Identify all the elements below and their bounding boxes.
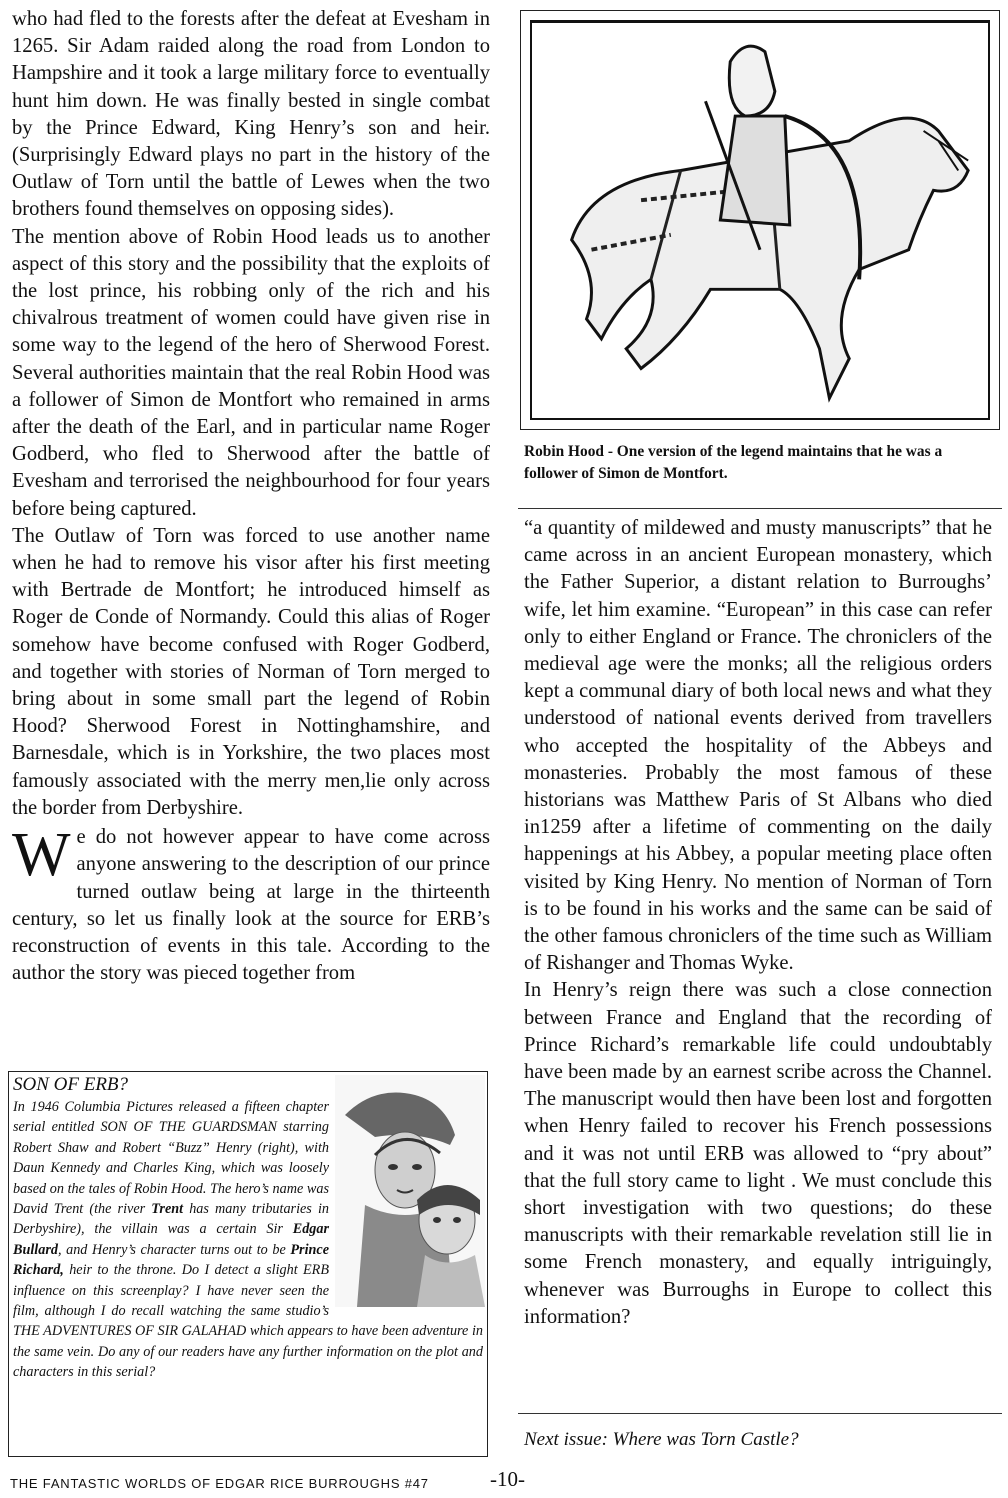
text-run-bold: Edgar Bullard: [13, 1221, 329, 1258]
film-still-photo: [335, 1075, 485, 1307]
divider: [518, 508, 1002, 509]
text-run: In 1946 Columbia Pictures released a fifteen chapter serial entitled SON OF THE GUARDSMAN starring Robert Shaw and Robert “Buzz” Henry (right), with Daun Kennedy and Charles King, which was loosely based on the tales of Robin Hood. The hero’s name was David Trent (the river: [13, 1099, 329, 1218]
sidebar-box: [8, 1071, 488, 1457]
drop-cap: W: [12, 821, 71, 890]
left-column: [12, 6, 490, 987]
text-run: heir to the throne. Do I detect a slight ERB influence on this screenplay? I have never seen the film, although I do recall watching the same studio’s THE ADVENTURES OF SIR GALAHAD which appears to have been adventure in the same vein. Do any of our readers have any further information on the plot and characters in this serial?: [13, 1262, 483, 1381]
text-run: , and Henry’s character turns out to be: [57, 1241, 291, 1258]
right-column: [524, 515, 992, 1331]
paragraph: In Henry’s reign there was such a close connection between France and England that the recording of Prince Richard’s remarkable life could undoubtably have been made by an earnest scribe across the Channel. The manuscript would then have been lost and forgotten when Henry failed to recover his French possessions and it was not until ERB was allowed to “pry about” that the full story came to light . We must conclude this short investigation with two questions; do these manuscripts with their remarkable revelation still lie in some French monastery, and equally intriguingly, whenever was Burroughs in Europe to collect this information?: [524, 979, 992, 1328]
woodcut-frame: [530, 20, 990, 420]
footer-magazine-title: THE FANTASTIC WORLDS OF EDGAR RICE BURROUGHS #47: [10, 1476, 429, 1491]
paragraph: The Outlaw of Torn was forced to use another name when he had to remove his visor after his first meeting with Bertrade de Montfort; he introduced himself as Roger de Conde of Normandy. Could this alias of Roger somehow have become confused with Roger Godberd, and together with stories of Norman of Torn merged to bring about in some small part the legend of Robin Hood? Sherwood Forest in Nottinghamshire, and Barnesdale, which is in Yorkshire, the two places most famously associated with the merry men,lie only across the border from Derbyshire.: [12, 524, 490, 819]
paragraph-text: e do not however appear to have come across anyone answering to the description of our prince turned outlaw being at large in the thirteenth century, so let us finally look at the source for ERB’s reconstruction of events in this tale. According to the author the story was pieced together from: [12, 826, 490, 985]
sidebar-title: SON OF ERB?: [13, 1074, 129, 1095]
page-number: -10-: [490, 1467, 525, 1491]
paragraph: [12, 821, 490, 987]
paragraph: who had fled to the forests after the defeat at Evesham in 1265. Sir Adam raided along the road from London to Hampshire and it took a large military force to eventually hunt him down. He was finally bested in single combat by the Prince Edward, King Henry’s son and heir. (Surprisingly Edward plays no part in the history of the Outlaw of Torn until the battle of Lewes when the two brothers found themselves on opposing sides).: [12, 8, 490, 221]
text-run-bold: Prince Richard,: [13, 1241, 329, 1279]
paragraph: “a quantity of mildewed and musty manuscripts” that he came across in an ancient European monastery, which the Father Superior, a distant relation to Burroughs’ wife, let him examine. “European” in this case can refer only to either England or France. The chroniclers of the medieval age were the monks; all the religious orders kept a communal diary of both local news and what they understood of national events derived from travellers who accepted the hospitality of the Abbeys and monasteries. Probably the most famous of these historians was Matthew Paris of St Albans who died in1259 after a lifetime of commenting on the daily happenings at his Abbey, a popular meeting place often visited by King Henry. No mention of Norman of Torn is to be found in his works and the same can be said of the other famous chroniclers of the time such as William of Rishanger and Thomas Wyke.: [524, 517, 992, 975]
woodcut-figure: [520, 10, 1000, 430]
text-run: has many tributaries in Derbyshire), the villain was a certain Sir: [13, 1201, 329, 1238]
text-run-bold: Trent: [151, 1201, 184, 1218]
figure-caption: Robin Hood - One version of the legend maintains that he was a follower of Simon de Montfort.: [524, 443, 943, 482]
next-issue-teaser: Next issue: Where was Torn Castle?: [524, 1429, 799, 1450]
robin-hood-woodcut-image: [532, 22, 988, 418]
paragraph: The mention above of Robin Hood leads us to another aspect of this story and the possibility that the exploits of the lost prince, his robbing only of the rich and his chivalrous treatment of women could have given rise in some way to the legend of the hero of Sherwood Forest. Several authorities maintain that the real Robin Hood was a follower of Simon de Montfort who remained in arms after the death of the Earl, and in particular name Roger Godberd, who fled to Sherwood after the battle of Evesham and terrorised the neighbourhood for four years before being captured.: [12, 225, 490, 520]
divider: [518, 1413, 1002, 1414]
